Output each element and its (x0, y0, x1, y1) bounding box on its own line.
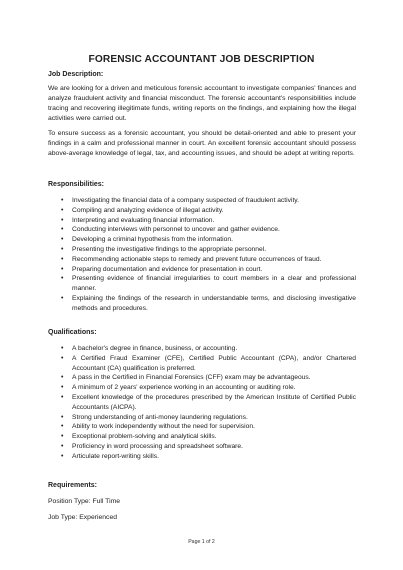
qualifications-list (48, 344, 356, 462)
list-item: • Compiling and analyzing evidence of illegal activity. (48, 206, 356, 216)
list-item: • Conducting interviews with personnel to uncover and gather evidence. (48, 225, 356, 235)
list-item: • Proficiency in word processing and spreadsheet software. (48, 442, 356, 452)
list-item: • Excellent knowledge of the procedures prescribed by the American Institute of Certified Public Accountants (AICPA). (48, 393, 356, 413)
position-type-text: Position Type: Full Time (48, 498, 121, 505)
list-item: • Exceptional problem-solving and analytical skills. (48, 432, 356, 442)
list-item: • Strong understanding of anti-money laundering regulations. (48, 413, 356, 423)
list-item: • A minimum of 2 years' experience working in an accounting or auditing role. (48, 383, 356, 393)
list-item: • Explaining the findings of the research in understandable terms, and disclosing investigative methods and procedures. (48, 294, 356, 314)
intro-paragraph-1: We are looking for a driven and meticulous forensic accountant to investigate companies' finances and analyze fraudulent activity and financial misconduct. The forensic accountant's responsibilities include tracing and recovering illegitimate funds, writing reports on the findings, and explaining how the illegal activities were carried out. (48, 85, 356, 122)
list-item: • A bachelor's degree in finance, business, or accounting. (48, 344, 356, 354)
list-item: • Preparing documentation and evidence for presentation in court. (48, 265, 356, 275)
list-item: • Recommending actionable steps to remedy and prevent future occurrences of fraud. (48, 255, 356, 265)
list-item: • Ability to work independently without the need for supervision. (48, 422, 356, 432)
list-item: • Interpreting and evaluating financial information. (48, 216, 356, 226)
list-item: • Articulate report-writing skills. (48, 452, 356, 462)
intro-paragraph-2: To ensure success as a forensic accountant, you should be detail-oriented and able to present your findings in a calm and professional manner in court. An excellent forensic accountant should possess above-average knowledge of legal, tax, and accounting issues, and should be adept at writing reports. (48, 130, 356, 157)
list-item: • Investigating the financial data of a company suspected of fraudulent activity. (48, 196, 356, 206)
list-item: • A pass in the Certified in Financial Forensics (CFF) exam may be advantageous. (48, 373, 356, 383)
job-description-heading: Job Description: (48, 71, 104, 78)
document-title: FORENSIC ACCOUNTANT JOB DESCRIPTION (88, 54, 315, 65)
page-number-footer: Page 1 of 2 (188, 539, 215, 545)
qualifications-heading: Qualifications: (48, 329, 97, 336)
list-item: • Presenting the investigative findings to the appropriate personnel. (48, 245, 356, 255)
responsibilities-list (48, 196, 356, 314)
list-item: • Developing a criminal hypothesis from the information. (48, 235, 356, 245)
responsibilities-heading: Responsibilities: (48, 181, 105, 188)
list-item: • A Certified Fraud Examiner (CFE), Certified Public Accountant (CPA), and/or Chartered Accountant (CA) qualification is preferred. (48, 354, 356, 374)
requirements-heading: Requirements: (48, 482, 98, 489)
list-item: • Presenting evidence of financial irregularities to court members in a clear and professional manner. (48, 274, 356, 294)
job-type-text: Job Type: Experienced (48, 514, 118, 521)
